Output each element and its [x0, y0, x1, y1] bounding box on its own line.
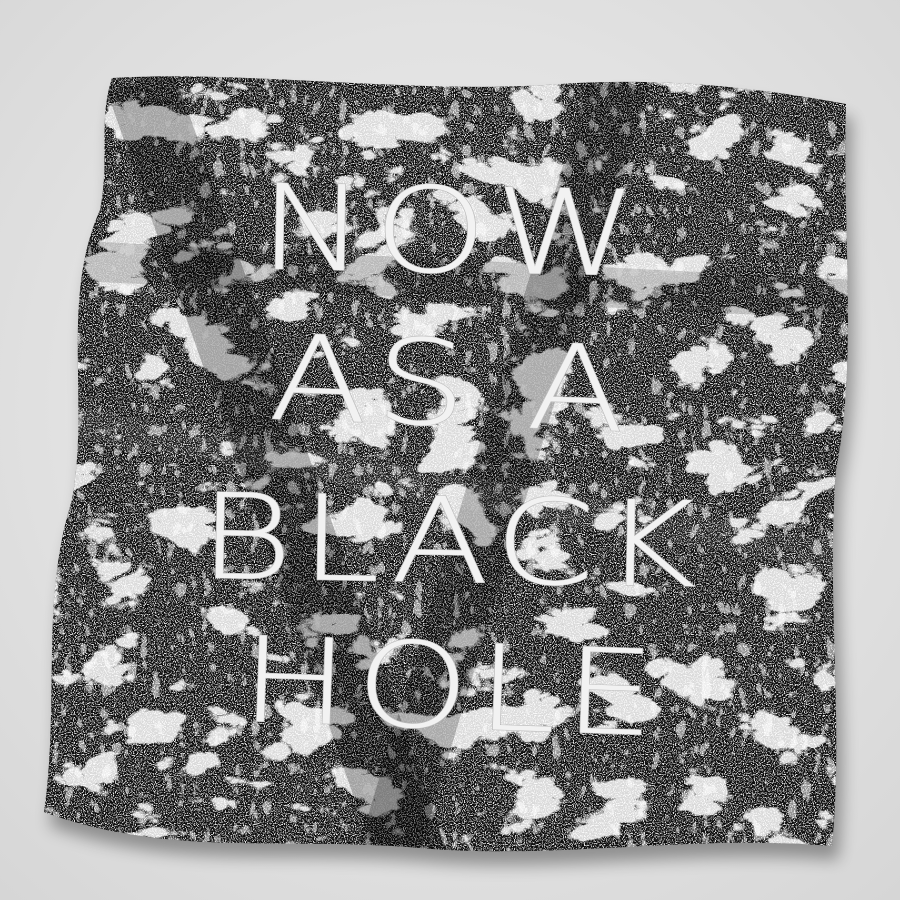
line-hole: HOLE [238, 612, 665, 764]
line-as-a: AS A [267, 310, 636, 460]
line-now: NOW [257, 160, 646, 305]
line-black: BLACK [197, 469, 706, 616]
